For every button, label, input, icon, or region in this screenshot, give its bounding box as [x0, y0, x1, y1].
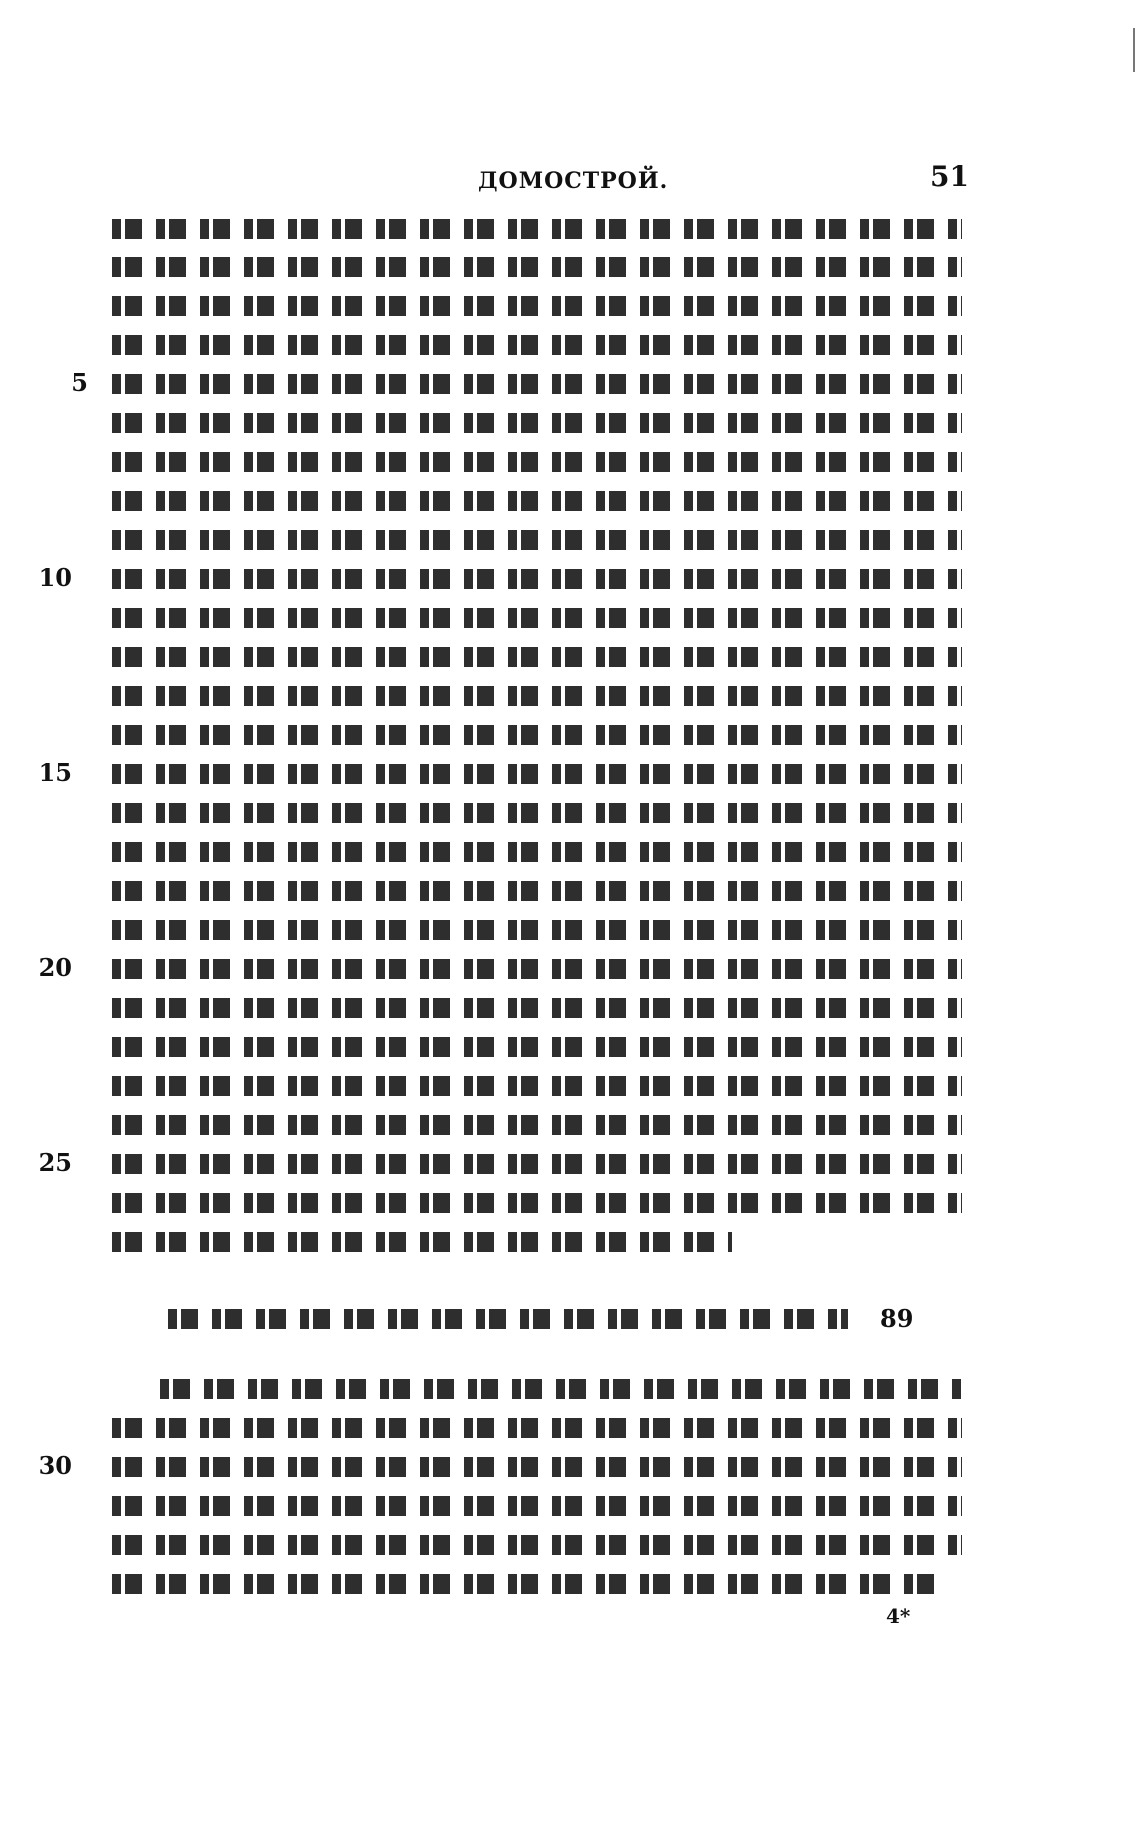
text-line: [112, 599, 962, 635]
running-head: ДОМОСТРОЙ.: [478, 168, 669, 194]
text-line: [112, 833, 962, 869]
line-number: 5: [71, 368, 88, 397]
text-line: [112, 560, 962, 596]
text-line: [112, 365, 962, 401]
text-line: [112, 248, 962, 284]
text-line: [112, 755, 962, 791]
text-line: [112, 287, 962, 323]
section-number: 89: [880, 1304, 914, 1333]
text-line: [112, 677, 962, 713]
text-line: [112, 1184, 962, 1220]
text-line: [112, 1448, 962, 1484]
section-heading: [168, 1300, 948, 1340]
text-line: [112, 1487, 962, 1523]
text-line: [112, 482, 962, 518]
text-line: [112, 1145, 962, 1181]
scan-edge-mark: [1133, 28, 1135, 72]
text-line: [112, 716, 962, 752]
text-line: [112, 638, 962, 674]
line-number: 15: [38, 758, 72, 787]
line-number: 10: [38, 563, 72, 592]
text-line: [112, 1067, 962, 1103]
text-line: [112, 1565, 942, 1601]
page-number: 51: [930, 160, 969, 193]
text-line: [112, 404, 962, 440]
text-line: [112, 950, 962, 986]
text-line: [112, 1028, 962, 1064]
text-line: [112, 1526, 962, 1562]
text-line: [112, 1223, 732, 1259]
line-number: 30: [38, 1451, 72, 1480]
text-line: [112, 989, 962, 1025]
line-number: 25: [38, 1148, 72, 1177]
text-line: [112, 443, 962, 479]
signature-mark: 4*: [886, 1604, 911, 1628]
text-line: [112, 1409, 962, 1445]
section-heading-text: [168, 1300, 848, 1340]
text-line: [160, 1370, 962, 1406]
text-line: [112, 872, 962, 908]
text-line: [112, 1106, 962, 1142]
line-number: 20: [38, 953, 72, 982]
text-line: [112, 794, 962, 830]
text-line: [112, 210, 962, 246]
text-line: [112, 911, 962, 947]
text-line: [112, 326, 962, 362]
text-line: [112, 521, 962, 557]
